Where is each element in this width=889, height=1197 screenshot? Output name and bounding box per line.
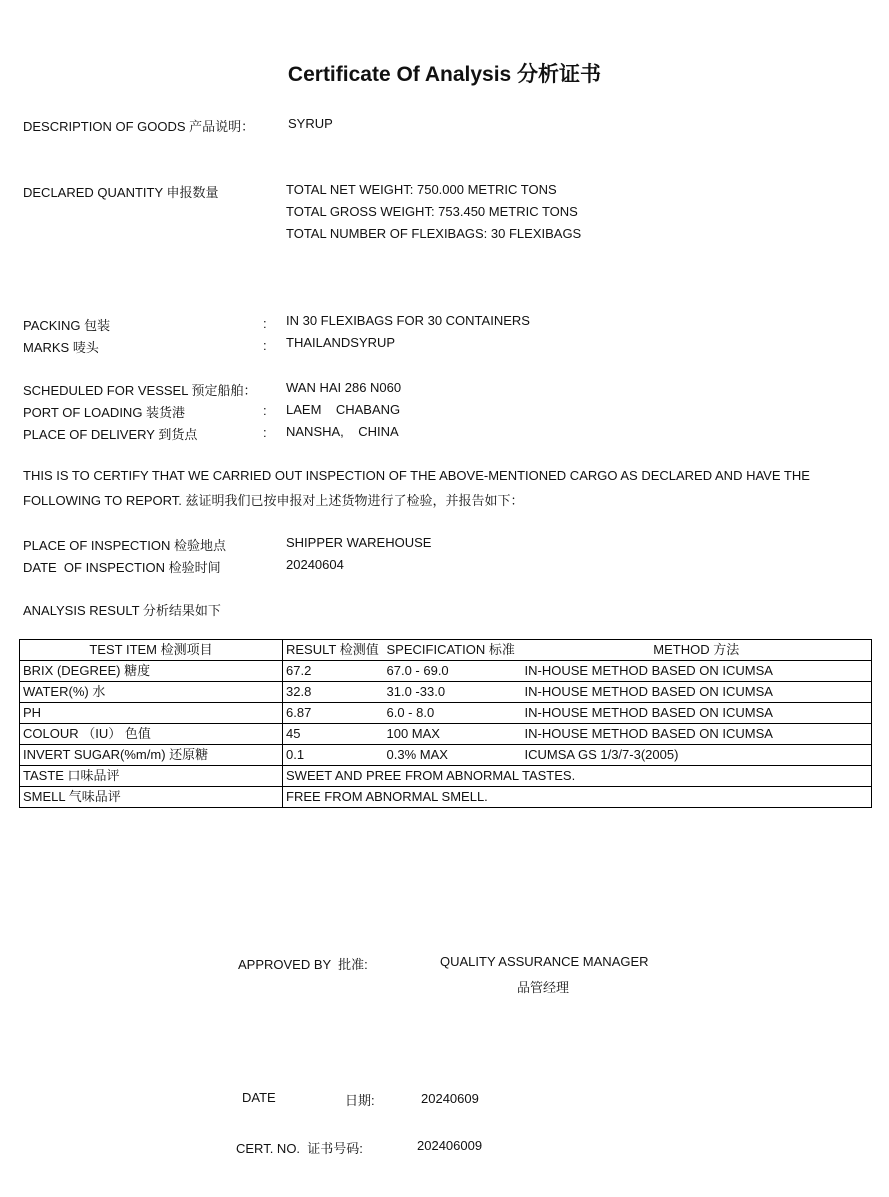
- date-value: 20240609: [421, 1091, 479, 1106]
- inspection-place-label: PLACE OF INSPECTION 检验地点: [23, 538, 226, 553]
- test-item: COLOUR （IU） 色值: [20, 724, 283, 745]
- delivery-value: NANSHA, CHINA: [286, 424, 399, 439]
- date-label: DATE: [242, 1090, 276, 1105]
- approver-title: QUALITY ASSURANCE MANAGER: [440, 954, 649, 969]
- test-item: BRIX (DEGREE) 糖度: [20, 661, 283, 682]
- table-row: [20, 724, 872, 745]
- packing-sep: :: [263, 316, 267, 331]
- test-item: PH: [20, 703, 283, 724]
- table-row: [20, 703, 872, 724]
- inspection-date-value: 20240604: [286, 557, 344, 572]
- description-label: DESCRIPTION OF GOODS 产品说明：: [23, 119, 255, 134]
- approver-title-cn: 品管经理: [517, 980, 570, 995]
- vessel-label: SCHEDULED FOR VESSEL 预定船舶：: [23, 383, 257, 398]
- approved-by-label: APPROVED BY 批准:: [238, 957, 368, 972]
- certify-line-2: FOLLOWING TO REPORT. 兹证明我们已按申报对上述货物进行了检验，并报告如下：: [23, 493, 524, 508]
- result: 67.2: [283, 661, 384, 682]
- cert-no-label: CERT. NO. 证书号码:: [236, 1141, 363, 1156]
- result: SWEET AND PREE FROM ABNORMAL TASTES.: [283, 766, 872, 787]
- table-row: [20, 766, 872, 787]
- inspection-date-label: DATE OF INSPECTION 检验时间: [23, 560, 221, 575]
- port-sep: :: [263, 403, 267, 418]
- description-value: SYRUP: [288, 116, 333, 131]
- analysis-result-label: ANALYSIS RESULT 分析结果如下: [23, 603, 221, 618]
- specification: 6.0 - 8.0: [384, 703, 522, 724]
- packing-label: PACKING 包装: [23, 318, 111, 333]
- inspection-place-value: SHIPPER WAREHOUSE: [286, 535, 432, 550]
- date-label-cn: 日期:: [345, 1093, 375, 1108]
- net-weight: TOTAL NET WEIGHT: 750.000 METRIC TONS: [286, 182, 557, 197]
- header-result: RESULT 检测值: [283, 640, 384, 661]
- specification: 67.0 - 69.0: [384, 661, 522, 682]
- header-method: METHOD 方法: [522, 640, 872, 661]
- flexibag-count: TOTAL NUMBER OF FLEXIBAGS: 30 FLEXIBAGS: [286, 226, 582, 241]
- result: 6.87: [283, 703, 384, 724]
- header-specification: SPECIFICATION 标准: [384, 640, 522, 661]
- specification: 0.3% MAX: [384, 745, 522, 766]
- method: IN-HOUSE METHOD BASED ON ICUMSA: [522, 661, 872, 682]
- certify-line-1: THIS IS TO CERTIFY THAT WE CARRIED OUT INSPECTION OF THE ABOVE-MENTIONED CARGO AS DECLARED AND HAVE THE: [23, 468, 810, 483]
- marks-sep: :: [263, 338, 267, 353]
- method: IN-HOUSE METHOD BASED ON ICUMSA: [522, 724, 872, 745]
- port-value: LAEM CHABANG: [286, 402, 401, 417]
- header-test-item: TEST ITEM 检测项目: [20, 640, 283, 661]
- table-row: [20, 682, 872, 703]
- method: ICUMSA GS 1/3/7-3(2005): [522, 745, 872, 766]
- test-item: WATER(%) 水: [20, 682, 283, 703]
- table-header-row: [20, 640, 872, 661]
- result: 0.1: [283, 745, 384, 766]
- test-item: INVERT SUGAR(%m/m) 还原糖: [20, 745, 283, 766]
- test-item: SMELL 气味品评: [20, 787, 283, 808]
- delivery-sep: :: [263, 425, 267, 440]
- analysis-table: [19, 639, 872, 808]
- table-row: [20, 787, 872, 808]
- method: IN-HOUSE METHOD BASED ON ICUMSA: [522, 703, 872, 724]
- declared-quantity-label: DECLARED QUANTITY 申报数量: [23, 185, 219, 200]
- packing-value: IN 30 FLEXIBAGS FOR 30 CONTAINERS: [286, 313, 530, 328]
- document-title: Certificate Of Analysis 分析证书: [287, 63, 602, 86]
- result: 32.8: [283, 682, 384, 703]
- vessel-value: WAN HAI 286 N060: [286, 380, 402, 395]
- port-label: PORT OF LOADING 装货港: [23, 405, 186, 420]
- table-row: [20, 661, 872, 682]
- delivery-label: PLACE OF DELIVERY 到货点: [23, 427, 198, 442]
- result: FREE FROM ABNORMAL SMELL.: [283, 787, 872, 808]
- specification: 31.0 -33.0: [384, 682, 522, 703]
- gross-weight: TOTAL GROSS WEIGHT: 753.450 METRIC TONS: [286, 204, 578, 219]
- table-row: [20, 745, 872, 766]
- marks-value: THAILANDSYRUP: [286, 335, 396, 350]
- marks-label: MARKS 唛头: [23, 340, 99, 355]
- test-item: TASTE 口味品评: [20, 766, 283, 787]
- cert-no-value: 202406009: [417, 1138, 483, 1153]
- method: IN-HOUSE METHOD BASED ON ICUMSA: [522, 682, 872, 703]
- result: 45: [283, 724, 384, 745]
- specification: 100 MAX: [384, 724, 522, 745]
